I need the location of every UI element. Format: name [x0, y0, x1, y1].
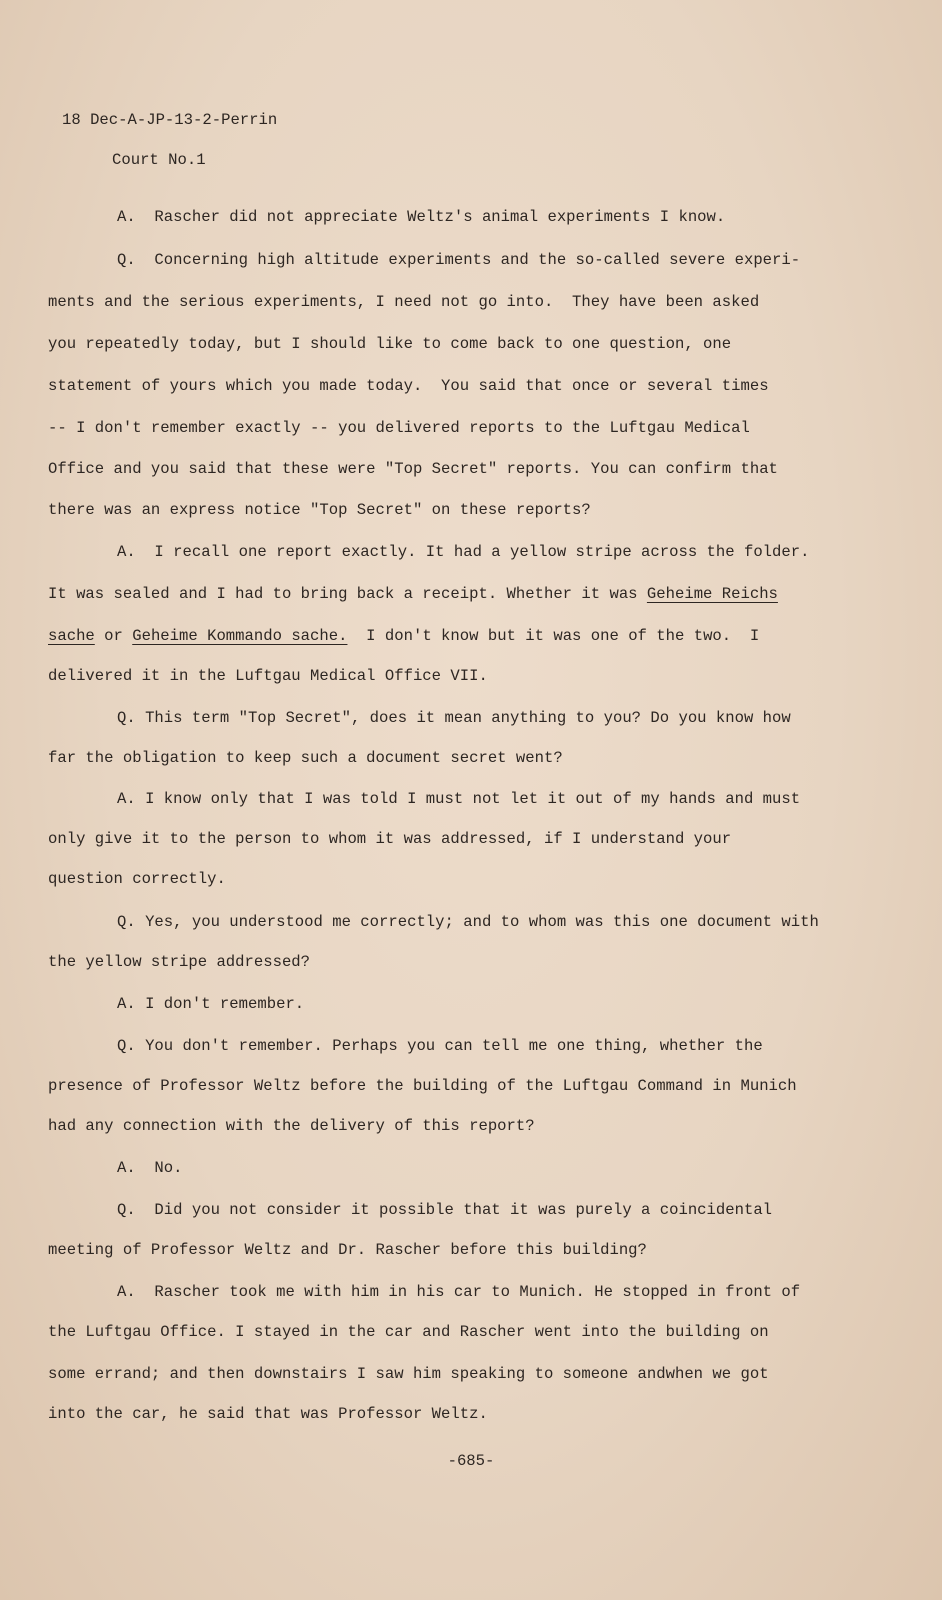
- transcript-line: [117, 1282, 800, 1302]
- text-segment: there was an express notice "Top Secret" on these reports?: [48, 501, 591, 519]
- transcript-line: [48, 1076, 797, 1096]
- transcript-line: [117, 1036, 763, 1056]
- text-segment: Q. Concerning high altitude experiments and the so-called severe experi-: [117, 251, 801, 269]
- text-segment: A. I know only that I was told I must not let it out of my hands and must: [117, 790, 801, 808]
- text-segment: the Luftgau Office. I stayed in the car and Rascher went into the building on: [48, 1323, 769, 1341]
- text-segment: Q. Did you not consider it possible that it was purely a coincidental: [117, 1201, 773, 1219]
- text-segment: A. I recall one report exactly. It had a yellow stripe across the folder.: [117, 543, 810, 561]
- text-segment: the yellow stripe addressed?: [48, 953, 311, 971]
- text-segment: far the obligation to keep such a document secret went?: [48, 749, 563, 767]
- transcript-line: [48, 869, 226, 889]
- transcript-line: [48, 418, 750, 438]
- page-number: -685-: [447, 1452, 495, 1470]
- transcript-line: [117, 207, 725, 227]
- text-segment: Q. This term "Top Secret", does it mean anything to you? Do you know how: [117, 709, 791, 727]
- transcript-line: [117, 250, 800, 270]
- transcript-line: [48, 1364, 769, 1384]
- text-segment: some errand; and then downstairs I saw him speaking to someone andwhen we got: [48, 1365, 769, 1383]
- transcript-line: [117, 1200, 772, 1220]
- text-segment: had any connection with the delivery of this report?: [48, 1117, 535, 1135]
- underlined-term: sache: [48, 627, 95, 645]
- text-segment: I don't know but it was one of the two. I: [347, 627, 760, 645]
- text-segment: A. Rascher took me with him in his car to Munich. He stopped in front of: [117, 1283, 801, 1301]
- text-segment: you repeatedly today, but I should like to come back to one question, one: [48, 335, 732, 353]
- text-segment: into the car, he said that was Professor Weltz.: [48, 1405, 488, 1423]
- transcript-line: [48, 334, 731, 354]
- text-segment: meeting of Professor Weltz and Dr. Rascher before this building?: [48, 1241, 647, 1259]
- text-segment: Office and you said that these were "Top Secret" reports. You can confirm that: [48, 460, 778, 478]
- document-reference: 18 Dec-A-JP-13-2-Perrin: [62, 111, 278, 129]
- transcript-line: [117, 789, 800, 809]
- transcript-line: [48, 1404, 488, 1424]
- text-segment: A. No.: [117, 1159, 183, 1177]
- text-segment: ments and the serious experiments, I need not go into. They have been asked: [48, 293, 760, 311]
- text-segment: only give it to the person to whom it was addressed, if I understand your: [48, 830, 732, 848]
- transcript-line: [48, 1116, 535, 1136]
- text-segment: It was sealed and I had to bring back a receipt. Whether it was: [48, 585, 647, 603]
- text-segment: question correctly.: [48, 870, 226, 888]
- transcript-line: [48, 748, 563, 768]
- underlined-term: Geheime Reichs: [646, 585, 778, 603]
- transcript-line: [48, 376, 769, 396]
- transcript-line: [117, 912, 819, 932]
- court-label: Court No.1: [112, 151, 206, 169]
- transcript-line: [48, 1322, 769, 1342]
- transcript-line: [117, 994, 304, 1014]
- text-segment: Q. You don't remember. Perhaps you can tell me one thing, whether the: [117, 1037, 763, 1055]
- transcript-line: [48, 952, 310, 972]
- transcript-line: [48, 500, 591, 520]
- underlined-term: Geheime Kommando sache.: [132, 627, 348, 645]
- text-segment: statement of yours which you made today. You said that once or several times: [48, 377, 769, 395]
- transcript-line: [117, 1158, 183, 1178]
- text-segment: A. Rascher did not appreciate Weltz's animal experiments I know.: [117, 208, 726, 226]
- transcript-line: [48, 1240, 647, 1260]
- text-segment: A. I don't remember.: [117, 995, 305, 1013]
- transcript-line: [48, 292, 759, 312]
- text-segment: -- I don't remember exactly -- you delivered reports to the Luftgau Medical: [48, 419, 750, 437]
- transcript-line: [117, 708, 791, 728]
- transcript-line: [48, 584, 778, 604]
- transcript-line: [48, 666, 488, 686]
- text-segment: presence of Professor Weltz before the building of the Luftgau Command in Munich: [48, 1077, 797, 1095]
- transcript-line: [48, 626, 759, 646]
- text-segment: Q. Yes, you understood me correctly; and to whom was this one document with: [117, 913, 819, 931]
- transcript-line: [48, 459, 778, 479]
- text-segment: delivered it in the Luftgau Medical Office VII.: [48, 667, 488, 685]
- text-segment: or: [94, 627, 133, 645]
- transcript-line: [48, 829, 731, 849]
- transcript-line: [117, 542, 809, 562]
